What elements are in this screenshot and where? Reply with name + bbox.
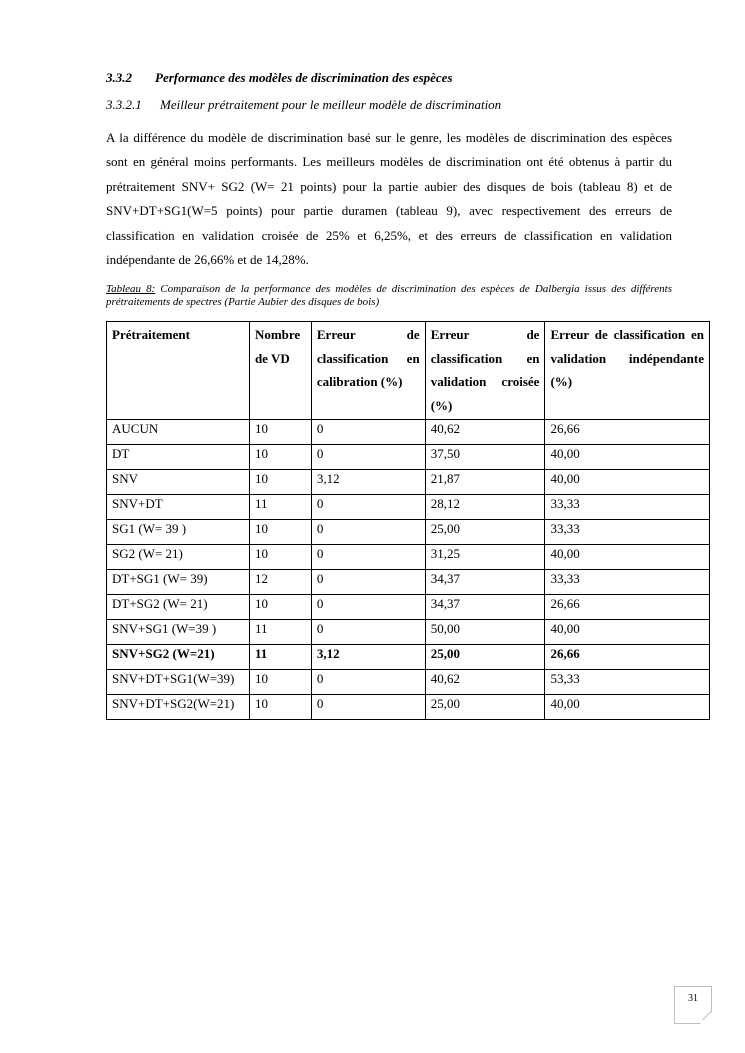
subsection-title: Meilleur prétraitement pour le meilleur modèle de discrimination bbox=[160, 97, 502, 112]
table-caption-label: Tableau 8: bbox=[106, 283, 156, 295]
cell-erreur-validation-independante: 26,66 bbox=[545, 595, 710, 620]
cell-nombre-vd: 10 bbox=[249, 520, 311, 545]
cell-erreur-calibration: 0 bbox=[311, 570, 425, 595]
cell-erreur-validation-independante: 33,33 bbox=[545, 570, 710, 595]
cell-nombre-vd: 11 bbox=[249, 645, 311, 670]
cell-pretraitement: SNV+DT+SG2(W=21) bbox=[107, 695, 250, 720]
cell-nombre-vd: 10 bbox=[249, 545, 311, 570]
cell-nombre-vd: 10 bbox=[249, 470, 311, 495]
header-erreur-validation-independante: Erreur de classification en validation indépendante (%) bbox=[545, 322, 710, 420]
table-caption bbox=[106, 283, 672, 309]
table-row bbox=[107, 695, 710, 720]
cell-erreur-validation-croisee: 21,87 bbox=[425, 470, 545, 495]
table-caption-text: Comparaison de la performance des modèles de discrimination des espèces de Dalbergia issus des différents prétraitements de spectres (Partie Aubier des disques de bois) bbox=[106, 283, 672, 308]
table-row bbox=[107, 595, 710, 620]
cell-nombre-vd: 11 bbox=[249, 495, 311, 520]
cell-erreur-calibration: 0 bbox=[311, 445, 425, 470]
table-row bbox=[107, 570, 710, 595]
body-paragraph: A la différence du modèle de discrimination basé sur le genre, les modèles de discrimination des espèces sont en général moins performants. Les meilleurs modèles de discrimination ont été obtenus à partir du prétraitement SNV+ SG2 (W= 21 points) pour la partie aubier des disques de bois (tableau 8) et de SNV+DT+SG1(W=5 points) pour partie duramen (tableau 9), avec respectivement des erreurs de classification en validation croisée de 25% et 6,25%, et des erreurs de classification en validation indépendante de 26,66% et de 14,28%. bbox=[106, 130, 672, 268]
cell-erreur-calibration: 0 bbox=[311, 420, 425, 445]
section-number: 3.3.2 bbox=[106, 70, 132, 85]
cell-erreur-validation-croisee: 25,00 bbox=[425, 520, 545, 545]
cell-erreur-calibration: 0 bbox=[311, 520, 425, 545]
section-title: Performance des modèles de discrimination des espèces bbox=[155, 70, 453, 85]
cell-erreur-validation-independante: 26,66 bbox=[545, 420, 710, 445]
header-erreur-validation-croisee: Erreur de classification en validation croisée (%) bbox=[425, 322, 545, 420]
header-pretraitement: Prétraitement bbox=[107, 322, 250, 420]
cell-erreur-validation-independante: 53,33 bbox=[545, 670, 710, 695]
cell-erreur-validation-croisee: 37,50 bbox=[425, 445, 545, 470]
cell-erreur-validation-independante: 26,66 bbox=[545, 645, 710, 670]
cell-nombre-vd: 10 bbox=[249, 445, 311, 470]
cell-nombre-vd: 12 bbox=[249, 570, 311, 595]
table-header-row bbox=[107, 322, 710, 420]
table-row bbox=[107, 470, 710, 495]
table-row bbox=[107, 520, 710, 545]
cell-pretraitement: SNV+DT+SG1(W=39) bbox=[107, 670, 250, 695]
cell-erreur-validation-croisee: 28,12 bbox=[425, 495, 545, 520]
cell-pretraitement: SNV bbox=[107, 470, 250, 495]
cell-erreur-calibration: 0 bbox=[311, 695, 425, 720]
cell-erreur-calibration: 0 bbox=[311, 495, 425, 520]
cell-pretraitement: DT+SG2 (W= 21) bbox=[107, 595, 250, 620]
cell-erreur-validation-croisee: 25,00 bbox=[425, 645, 545, 670]
cell-pretraitement: SG2 (W= 21) bbox=[107, 545, 250, 570]
cell-erreur-validation-independante: 40,00 bbox=[545, 470, 710, 495]
cell-erreur-validation-independante: 33,33 bbox=[545, 520, 710, 545]
cell-erreur-validation-croisee: 34,37 bbox=[425, 570, 545, 595]
header-nombre-vd: Nombre de VD bbox=[249, 322, 311, 420]
section-heading bbox=[106, 70, 453, 86]
table-row bbox=[107, 670, 710, 695]
page-number-box bbox=[674, 986, 712, 1024]
subsection-heading bbox=[106, 97, 501, 113]
table-row bbox=[107, 420, 710, 445]
cell-pretraitement: DT+SG1 (W= 39) bbox=[107, 570, 250, 595]
table-row bbox=[107, 545, 710, 570]
cell-erreur-calibration: 0 bbox=[311, 595, 425, 620]
cell-erreur-calibration: 0 bbox=[311, 670, 425, 695]
subsection-number: 3.3.2.1 bbox=[106, 97, 142, 112]
table-row bbox=[107, 620, 710, 645]
cell-nombre-vd: 10 bbox=[249, 670, 311, 695]
cell-erreur-calibration: 0 bbox=[311, 545, 425, 570]
results-table bbox=[106, 321, 710, 720]
cell-erreur-validation-independante: 33,33 bbox=[545, 495, 710, 520]
cell-erreur-validation-croisee: 34,37 bbox=[425, 595, 545, 620]
cell-erreur-calibration: 0 bbox=[311, 620, 425, 645]
cell-nombre-vd: 11 bbox=[249, 620, 311, 645]
cell-pretraitement: DT bbox=[107, 445, 250, 470]
cell-nombre-vd: 10 bbox=[249, 420, 311, 445]
cell-erreur-validation-croisee: 40,62 bbox=[425, 670, 545, 695]
cell-pretraitement: AUCUN bbox=[107, 420, 250, 445]
cell-erreur-validation-croisee: 31,25 bbox=[425, 545, 545, 570]
cell-erreur-validation-croisee: 50,00 bbox=[425, 620, 545, 645]
table-row bbox=[107, 445, 710, 470]
cell-pretraitement: SNV+DT bbox=[107, 495, 250, 520]
cell-erreur-validation-independante: 40,00 bbox=[545, 545, 710, 570]
cell-erreur-validation-independante: 40,00 bbox=[545, 445, 710, 470]
cell-erreur-validation-croisee: 40,62 bbox=[425, 420, 545, 445]
cell-pretraitement: SNV+SG1 (W=39 ) bbox=[107, 620, 250, 645]
cell-pretraitement: SG1 (W= 39 ) bbox=[107, 520, 250, 545]
cell-erreur-calibration: 3,12 bbox=[311, 645, 425, 670]
cell-pretraitement: SNV+SG2 (W=21) bbox=[107, 645, 250, 670]
table-row bbox=[107, 645, 710, 670]
cell-erreur-validation-croisee: 25,00 bbox=[425, 695, 545, 720]
cell-erreur-calibration: 3,12 bbox=[311, 470, 425, 495]
cell-nombre-vd: 10 bbox=[249, 695, 311, 720]
table-row bbox=[107, 495, 710, 520]
page-number: 31 bbox=[688, 993, 698, 1004]
cell-erreur-validation-independante: 40,00 bbox=[545, 620, 710, 645]
cell-erreur-validation-independante: 40,00 bbox=[545, 695, 710, 720]
cell-nombre-vd: 10 bbox=[249, 595, 311, 620]
header-erreur-calibration: Erreur de classification en calibration (%) bbox=[311, 322, 425, 420]
